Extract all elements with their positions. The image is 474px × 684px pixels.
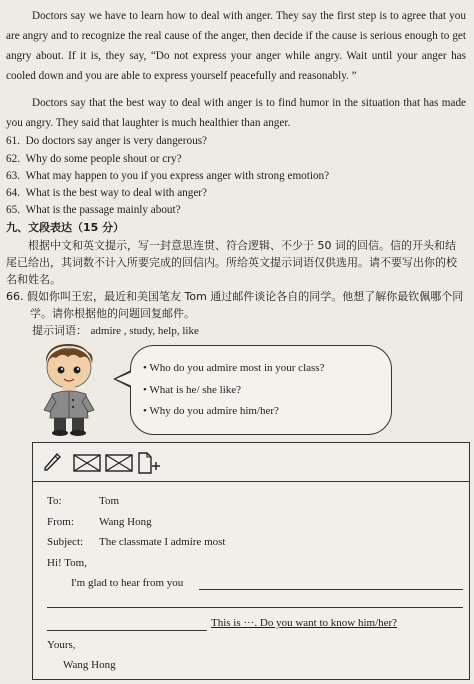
section-instructions: 根据中文和英文提示，写一封意思连贯、符合逻辑、不少于 50 词的回信。信的开头和结尾已给出，其词数不计入所要完成的回信内。所给英文提示词语仅供选用。请不要写出你的校名和姓名。 [6, 239, 457, 286]
pencil-icon[interactable] [43, 452, 63, 472]
speech-bubble [130, 345, 392, 435]
question-65: 65. What is the passage mainly about? [6, 204, 181, 216]
section-heading: 九、文段表达（15 分） [6, 221, 125, 234]
passage-paragraph-2: Doctors say that the best way to deal with anger is to find humor in the situation that has made you angry. They said that laughter is much healthier than anger. [6, 97, 466, 129]
new-document-icon[interactable] [137, 449, 161, 475]
bubble-question-2: • What is he/ she like? [143, 384, 242, 396]
envelope-icon[interactable] [105, 454, 133, 472]
cartoon-boy-illustration [38, 344, 100, 436]
bubble-question-1: • Who do you admire most in your class? [143, 362, 325, 374]
to-value[interactable]: Tom [99, 495, 120, 507]
question-63: 63. What may happen to you if you express anger with strong emotion? [6, 170, 330, 182]
answer-line-3[interactable] [47, 630, 207, 631]
question-61: 61. Do doctors say anger is very dangerous? [6, 135, 208, 147]
greeting: Hi! Tom, [47, 557, 87, 569]
answer-line-2[interactable] [47, 607, 463, 608]
speech-bubble-tail-inner [116, 372, 132, 386]
from-label: From: [47, 516, 74, 528]
from-value[interactable]: Wang Hong [99, 516, 152, 528]
question-64: 64. What is the best way to deal with anger? [6, 187, 208, 199]
hint-words: 提示词语： admire , study, help, like [32, 324, 199, 337]
email-toolbar [33, 443, 469, 482]
to-label: To: [47, 495, 62, 507]
answer-line-1[interactable] [199, 589, 463, 590]
subject-label: Subject: [47, 536, 84, 548]
passage-paragraph-1: Doctors say we have to learn how to deal with anger. They say the first step is to agree that you are angry and to recognize the real cause of the anger, then decide if the cause is serious enough to get angry about. If it is, they say, “Do not express your anger while angry. Wait until your anger has cooled down and you are able to express yourself peacefully and reasonably. ” [6, 10, 466, 82]
opening-sentence: I'm glad to hear from you [71, 577, 184, 589]
email-form [32, 442, 470, 680]
envelope-icon[interactable] [73, 454, 101, 472]
closing: Yours, [47, 639, 76, 651]
signature: Wang Hong [63, 659, 116, 671]
question-62: 62. Why do some people shout or cry? [6, 153, 182, 165]
subject-value[interactable]: The classmate I admire most [99, 536, 226, 548]
bubble-question-3: • Why do you admire him/her? [143, 405, 279, 417]
task-66: 66. 假如你叫王宏，最近和美国笔友 Tom 通过邮件谈论各自的同学。他想了解你最钦佩哪个同学。请你根据他的问题回复邮件。 [6, 290, 464, 320]
middle-sentence: This is ···. Do you want to know him/her? [211, 617, 398, 629]
